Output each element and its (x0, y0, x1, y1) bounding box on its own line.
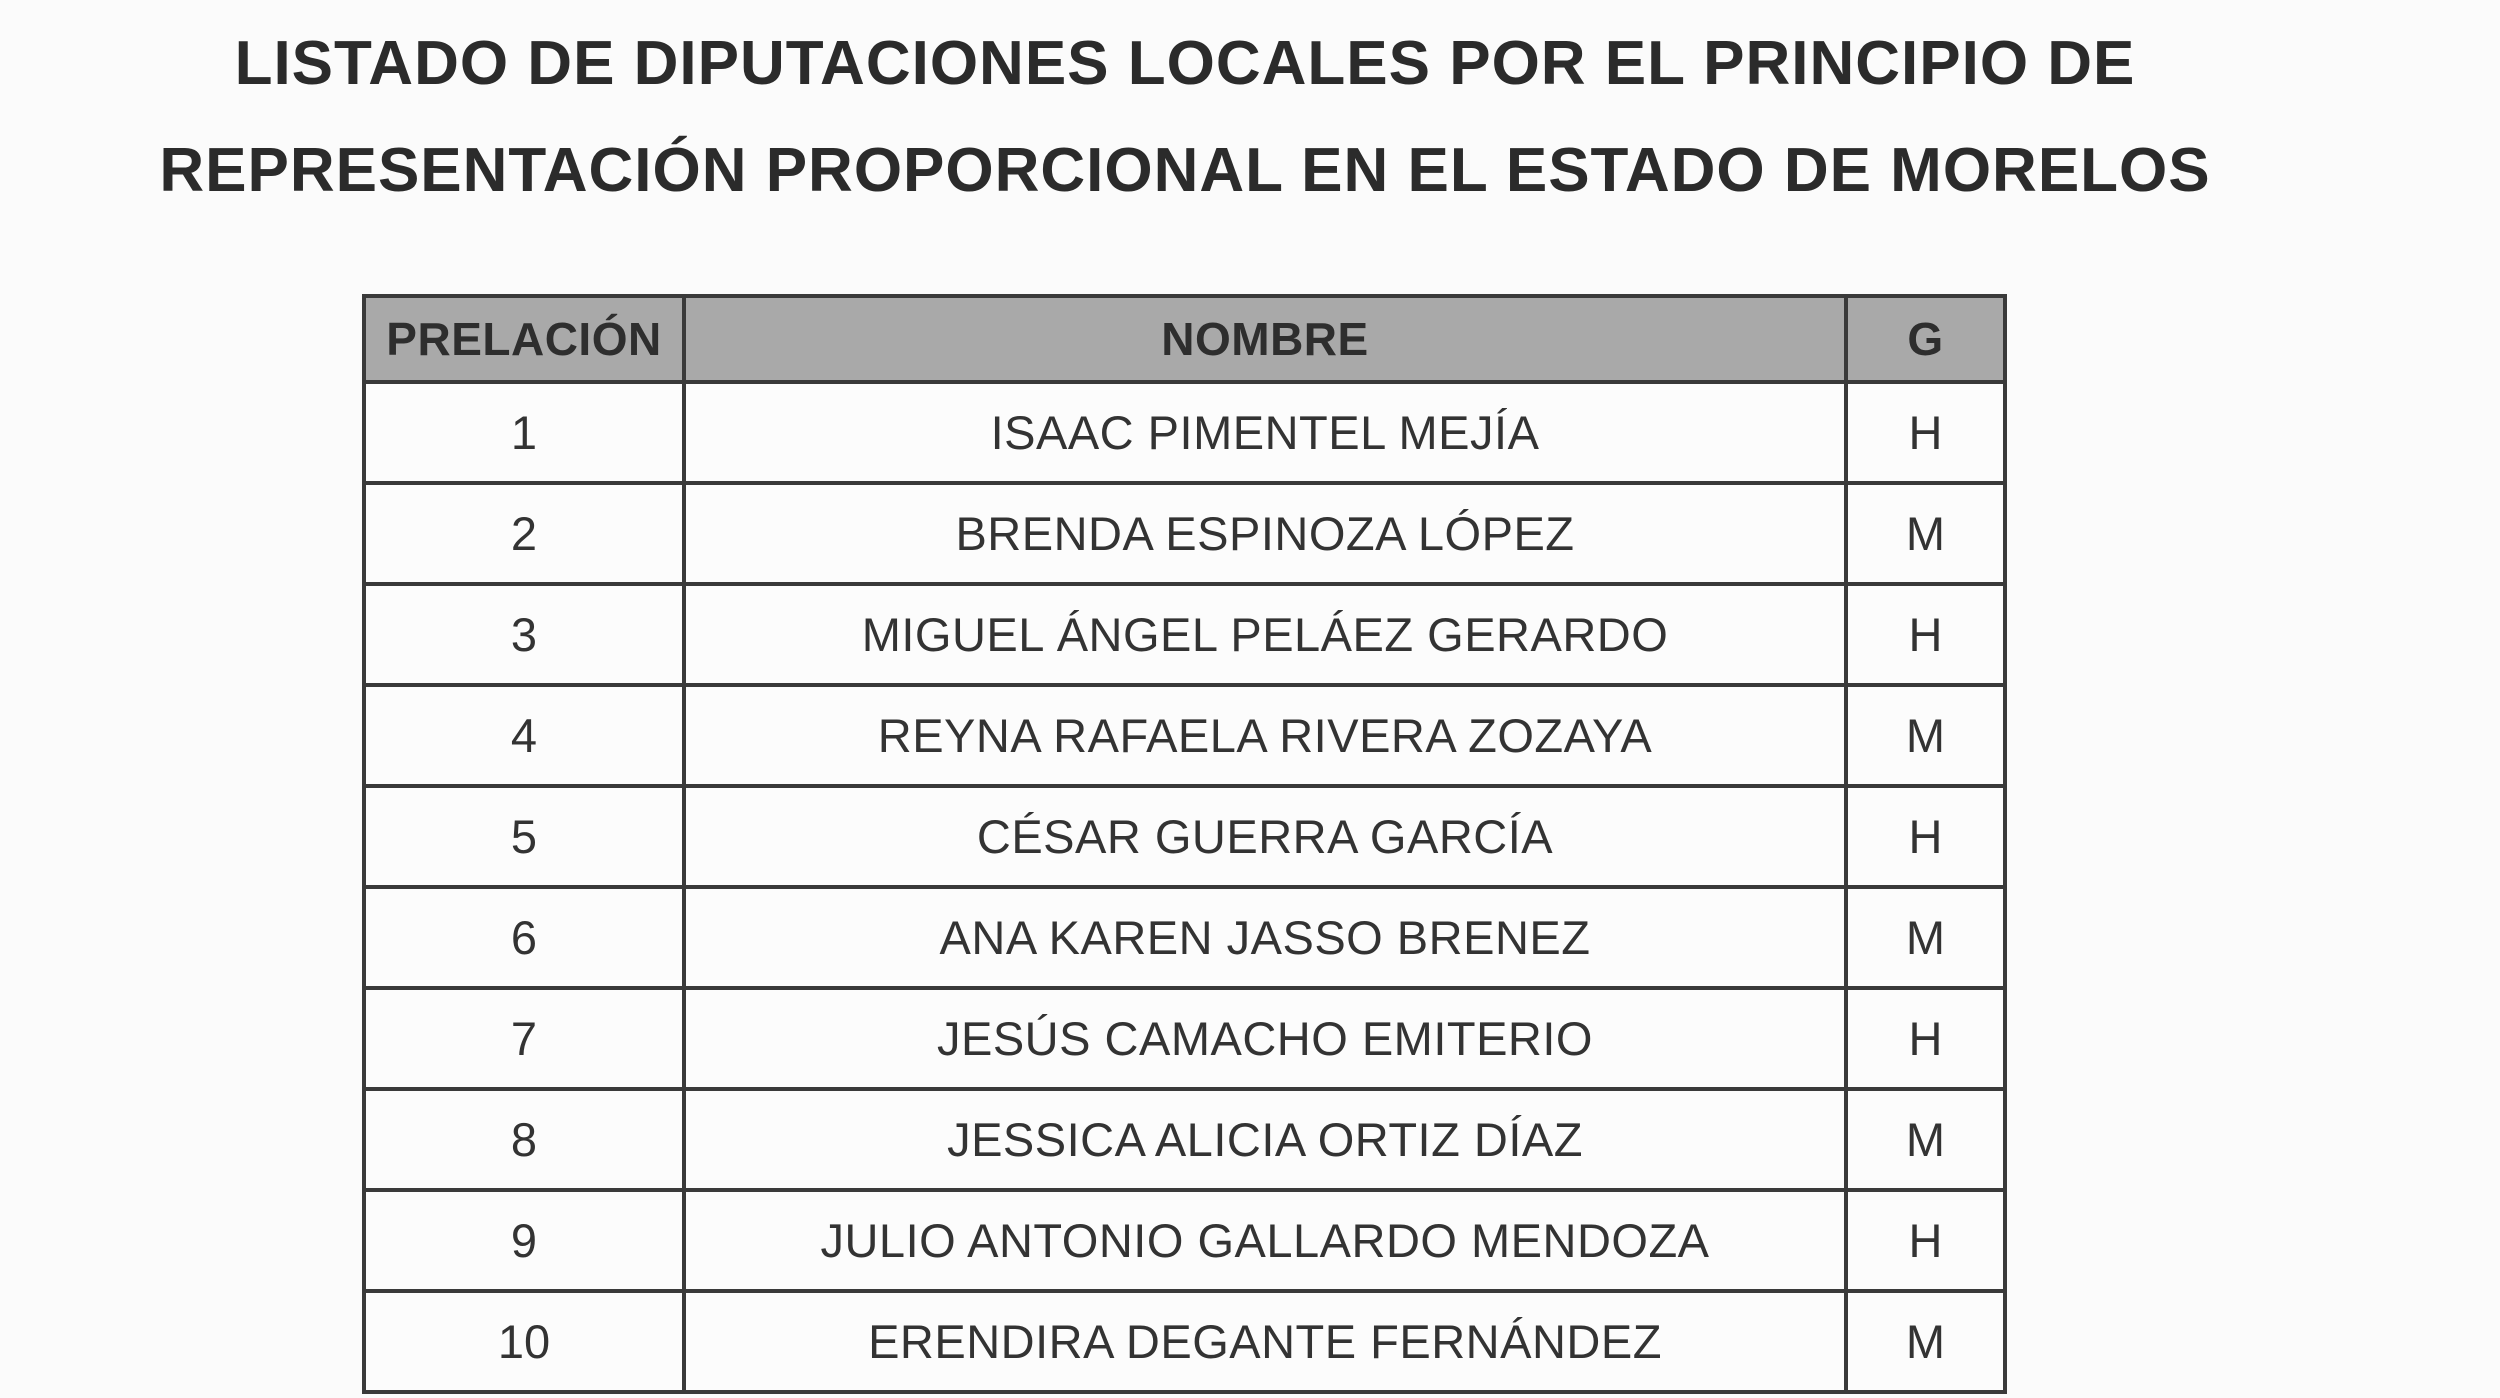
table-row (364, 382, 2005, 483)
table-row (364, 1291, 2005, 1392)
cell-g: H (1846, 786, 2005, 887)
cell-g: M (1846, 1089, 2005, 1190)
cell-g: H (1846, 988, 2005, 1089)
cell-nombre: BRENDA ESPINOZA LÓPEZ (684, 483, 1846, 584)
document-title-line-2: REPRESENTACIÓN PROPORCIONAL EN EL ESTADO DE MORELOS (159, 136, 2211, 205)
cell-prelacion: 10 (364, 1291, 684, 1392)
cell-prelacion: 9 (364, 1190, 684, 1291)
table-row (364, 1089, 2005, 1190)
table-header (364, 296, 2005, 382)
cell-nombre: ISAAC PIMENTEL MEJÍA (684, 382, 1846, 483)
table-row (364, 887, 2005, 988)
table-row (364, 988, 2005, 1089)
cell-prelacion: 4 (364, 685, 684, 786)
cell-prelacion: 5 (364, 786, 684, 887)
document-title-line-1: LISTADO DE DIPUTACIONES LOCALES POR EL PRINCIPIO DE (234, 29, 2136, 98)
cell-g: M (1846, 483, 2005, 584)
header-row (364, 296, 2005, 382)
table-row (364, 584, 2005, 685)
table-row (364, 1190, 2005, 1291)
cell-nombre: REYNA RAFAELA RIVERA ZOZAYA (684, 685, 1846, 786)
table-row (364, 483, 2005, 584)
header-prelacion: PRELACIÓN (364, 296, 684, 382)
cell-prelacion: 3 (364, 584, 684, 685)
cell-nombre: ANA KAREN JASSO BRENEZ (684, 887, 1846, 988)
table-row (364, 786, 2005, 887)
header-nombre: NOMBRE (684, 296, 1846, 382)
cell-nombre: ERENDIRA DEGANTE FERNÁNDEZ (684, 1291, 1846, 1392)
cell-g: H (1846, 382, 2005, 483)
cell-prelacion: 6 (364, 887, 684, 988)
cell-prelacion: 1 (364, 382, 684, 483)
table-row (364, 685, 2005, 786)
cell-g: M (1846, 1291, 2005, 1392)
cell-nombre: JESÚS CAMACHO EMITERIO (684, 988, 1846, 1089)
cell-g: M (1846, 685, 2005, 786)
cell-prelacion: 7 (364, 988, 684, 1089)
cell-nombre: JESSICA ALICIA ORTIZ DÍAZ (684, 1089, 1846, 1190)
cell-nombre: CÉSAR GUERRA GARCÍA (684, 786, 1846, 887)
cell-nombre: MIGUEL ÁNGEL PELÁEZ GERARDO (684, 584, 1846, 685)
header-g: G (1846, 296, 2005, 382)
cell-nombre: JULIO ANTONIO GALLARDO MENDOZA (684, 1190, 1846, 1291)
cell-prelacion: 2 (364, 483, 684, 584)
table-body (364, 382, 2005, 1392)
cell-g: H (1846, 1190, 2005, 1291)
cell-g: M (1846, 887, 2005, 988)
candidates-table (362, 294, 2007, 1394)
cell-g: H (1846, 584, 2005, 685)
cell-prelacion: 8 (364, 1089, 684, 1190)
